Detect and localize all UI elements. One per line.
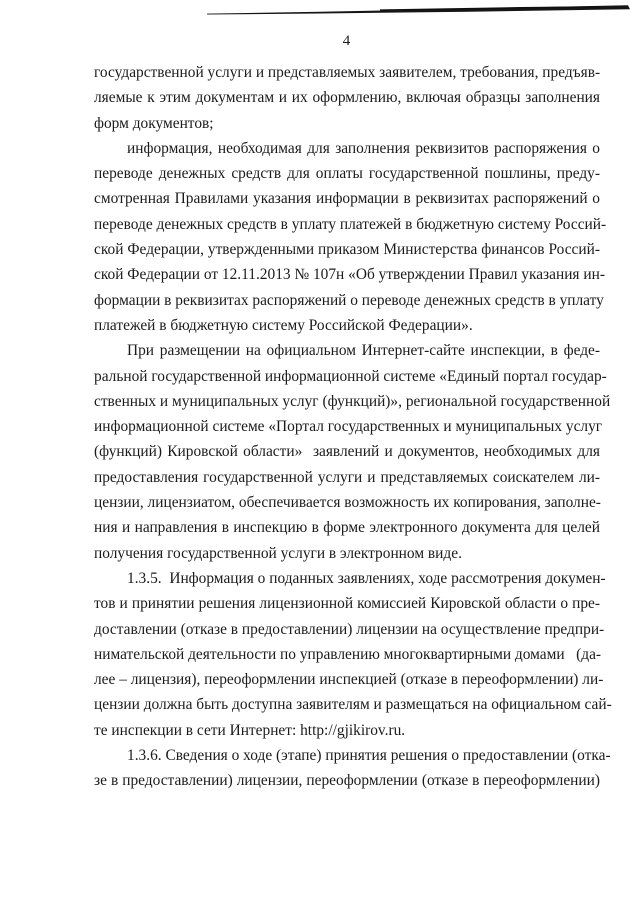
document-body [94, 60, 612, 794]
text-line: При размещении на официальном Интернет-сайте инспекции, в феде- [127, 342, 600, 360]
text-line: ния и направления в инспекцию в форме электронного документа для целей [94, 519, 600, 537]
page-number: 4 [342, 33, 351, 49]
text-line: цензии должна быть доступна заявителям и размещаться на официальном сай- [94, 696, 612, 714]
text-line: нимательской деятельности по управлению многоквартирными домами (да- [94, 645, 602, 663]
text-line: формации в реквизитах распоряжений о переводе денежных средств в уплату [94, 291, 604, 309]
text-line: ской Федерации от 12.11.2013 № 107н «Об утверждении Правил указания ин- [94, 266, 605, 284]
text-line: платежей в бюджетную систему Российской Федерации». [94, 316, 473, 334]
text-line: получения государственной услуги в электронном виде. [94, 544, 462, 562]
text-line: переводе денежных средств в уплату платежей в бюджетную систему Россий- [94, 215, 607, 233]
text-line: лее – лицензия), переоформлении инспекцией (отказе в переоформлении) ли- [94, 671, 604, 689]
scan-artifact-line [0, 0, 640, 22]
text-line: предоставления государственной услуги и представляемых соискателем ли- [94, 468, 600, 486]
text-line: зе в предоставлении) лицензии, переоформлении (отказе в переоформлении) [94, 772, 600, 790]
text-line: ляемые к этим документам и их оформлению, включая образцы заполнения [94, 89, 600, 107]
text-line: доставлении (отказе в предоставлении) лицензии на осуществление предпри- [94, 620, 605, 638]
text-line: (функций) Кировской области» заявлений и документов, необходимых для [94, 443, 600, 461]
text-line: смотренная Правилами указания информации в реквизитах распоряжений о [94, 190, 600, 208]
text-line: ральной государственной информационной системе «Единый портал государ- [94, 367, 607, 385]
text-line: 1.3.6. Сведения о ходе (этапе) принятия решения о предоставлении (отка- [127, 747, 611, 765]
text-line: ственных и муниципальных услуг (функций)», региональной государственной [94, 392, 611, 410]
text-line: государственной услуги и представляемых заявителем, требования, предъяв- [94, 64, 601, 81]
text-line: те инспекции в сети Интернет: http://gjikirov.ru. [94, 721, 406, 739]
text-line: 1.3.5. Информация о поданных заявлениях, ходе рассмотрения докумен- [127, 569, 606, 587]
text-line: ской Федерации, утвержденными приказом Министерства финансов Россий- [94, 241, 600, 259]
text-line: цензии, лицензиатом, обеспечивается возможность их копирования, заполне- [94, 494, 601, 512]
text-line: информация, необходимая для заполнения реквизитов распоряжения о [127, 139, 600, 157]
text-line: форм документов; [94, 114, 214, 132]
text-line: информационной системе «Портал государственных и муниципальных услуг [94, 418, 603, 436]
text-line: переводе денежных средств для оплаты государственной пошлины, преду- [94, 165, 600, 183]
text-line: тов и принятии решения лицензионной комиссией Кировской области о пре- [94, 595, 600, 613]
